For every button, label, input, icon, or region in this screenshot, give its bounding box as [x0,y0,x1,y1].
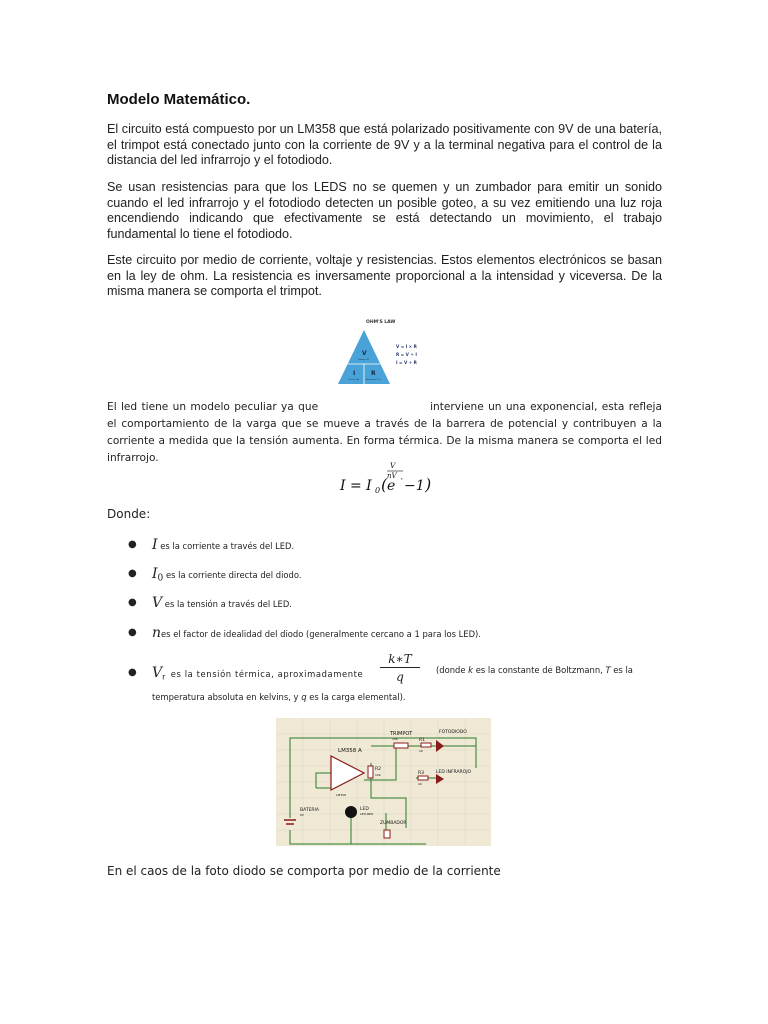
ohms-i-sub: Current (A) [348,379,360,381]
r1-symbol [421,743,431,747]
paragraph-led-model [107,399,662,467]
svg-text:LM358 A: LM358 A [338,748,362,754]
svg-text:BATERIA: BATERIA [300,808,319,813]
bullet-dot-icon: ● [128,568,137,579]
bullet-dot-icon: ● [128,597,137,608]
led-symbol [345,806,357,818]
formula-exp-den: nV [387,472,397,480]
ohms-i-label: I [353,370,356,377]
circuit-schematic [276,718,491,846]
formula-e: e [387,478,396,494]
formula-sub0: 0 [375,486,381,495]
ohms-v-sub: Voltage (V) [358,359,370,361]
donde-label: Donde: [107,507,151,521]
svg-text:LED-RED: LED-RED [360,812,374,816]
svg-text:FOTODIODO: FOTODIODO [439,730,467,735]
formula-tail: −1 [404,478,425,494]
closing-paragraph: En el caos de la foto diodo se comporta por medio de la corriente [107,864,501,878]
ohms-r-sub: Resistance (Ω) [366,379,381,381]
paragraph-resistances: Se usan resistencias para que los LEDS no se quemen y un zumbador para emitir un sonido cuando el led infrarrojo y el fotodiodo detecten un posible goteo, a su vez emitiendo una luz roja encendiendo indicando que efectivamente se está detectando un movimiento, el trabajo fundamental lo tiene el fotodiodo. [107,180,662,241]
svg-text:LED INFRAROJO: LED INFRAROJO [436,770,472,775]
document-page: Modelo Matemático. El circuito está compuesto por un LM358 que está polarizado positivamente con 9V de una batería, el trimpot está conectado junto con la corriente de 9V y a la terminal negativa para el control de la distancia del led infrarrojo y el fotodiodo. Se usan resistencias para que los LEDS no se quemen y un zumbador para emitir un sonido cuando el led infrarrojo y el fotodiodo detecten un posible goteo, a su vez emitiendo una luz roja encendiendo indicando que efectivamente se está detectando un movimiento, el trabajo fundamental lo tiene el fotodiodo. Este circuito por medio de corriente, voltaje y resistencias. Estos elementos electrónicos se basan en la ley de ohm. La resistencia es inversamente proporcional a la intensidad y viceversa. De la misma manera se comporta el trimpot. OHM'S LAW V Voltage (V) I Current (A) R Resistance (Ω) V = I × R R = V ÷ I I = V ÷ R El led tiene un modelo peculiar ya que interviene un una exponencial, esta refleja el comportamiento de la varga que se mueve a través de la barrera de potencial y contribuyen a la corriente a medida que la tensión aumenta. En forma térmica. De la misma manera se comporta el led infrarrojo. I = I 0 ( e V nV r −1 ) Donde: ● I es la corriente a través del LED. ● $I_0$ es la corriente directa del diodo. ● V es la tensión a través del LED. ● nes el factor de idealidad del diodo (generalmente cercano a 1 para los LED). ● $V_r$ es la tensión térmica, aproximadamente $\frac{k∗T}{q}$ (donde k es la constante de Boltzmann, T es la temperatura absoluta en kelvins, y q es la carga elemental). LM358 A TRIMPOT 10K R1 1K FOTODIODO R2 10K R3 1K LED INFRAROJO BATERIA 9V LED LED-RED ZUMBADOR LM358 En el caos de la foto diodo se comporta por medio de la corriente [107,91,662,878]
bullet-dot-icon: ● [128,667,137,678]
section-title: Modelo Matemático. [107,91,251,108]
bullet-dot-icon: ● [128,627,137,638]
svg-text:R3: R3 [418,771,424,776]
trimpot-symbol [394,743,408,748]
svg-text:10K: 10K [392,737,398,741]
svg-text:LED: LED [360,807,369,812]
formula-lhs: I = I [340,478,372,494]
led-model-start: El led tiene un modelo peculiar ya que [107,401,319,413]
paragraph-ohms-law: Este circuito por medio de corriente, voltaje y resistencias. Estos elementos electrónicos se basan en la ley de ohm. La resistencia es inversamente proporcional a la intensidad y viceversa. De la misma manera se comporta el trimpot. [107,253,662,299]
r3-symbol [418,776,428,780]
buzzer-symbol [384,830,390,838]
ohms-eq1: V = I × R [396,344,417,349]
svg-text:): ) [425,475,432,494]
svg-text:9V: 9V [300,813,304,817]
formula-exp-den-sub: r [401,476,403,481]
ohms-eq3: I = V ÷ R [396,360,417,365]
paragraph-circuit-description: El circuito está compuesto por un LM358 que está polarizado positivamente con 9V de una batería, el trimpot está conectado junto con la corriente de 9V y a la terminal negativa para el control de la distancia del led infrarrojo y el fotodiodo. [107,122,662,168]
svg-text:LM358: LM358 [336,793,346,797]
svg-text:1K: 1K [419,749,423,753]
r2-symbol [368,766,373,778]
svg-text:ZUMBADOR: ZUMBADOR [380,821,407,826]
ohms-v-label: V [362,350,367,357]
svg-text:R1: R1 [419,738,425,743]
led-model-rest: interviene un una exponencial, esta refleja el comportamiento de la varga que se mueve a través de la barrera de potencial y contribuyen a la corriente a medida que la tensión aumenta. En forma térmica. De la misma manera se comporta el led infrarrojo. [107,401,662,464]
ohms-eq2: R = V ÷ I [396,352,417,357]
svg-text:TRIMPOT: TRIMPOT [390,731,413,737]
ohms-r-label: R [371,370,376,377]
ohms-law-heading: OHM'S LAW [366,320,396,325]
diode-equation [330,458,450,498]
bullet-dot-icon: ● [128,539,137,550]
svg-text:10K: 10K [375,773,381,777]
thermal-voltage-fraction: $\frac{k∗T}{q}$ [380,652,420,684]
formula-exp-num: V [390,461,396,470]
svg-text:(: ( [381,475,388,494]
ohms-law-diagram [334,312,434,386]
svg-text:R2: R2 [375,767,381,772]
svg-text:1K: 1K [418,782,422,786]
